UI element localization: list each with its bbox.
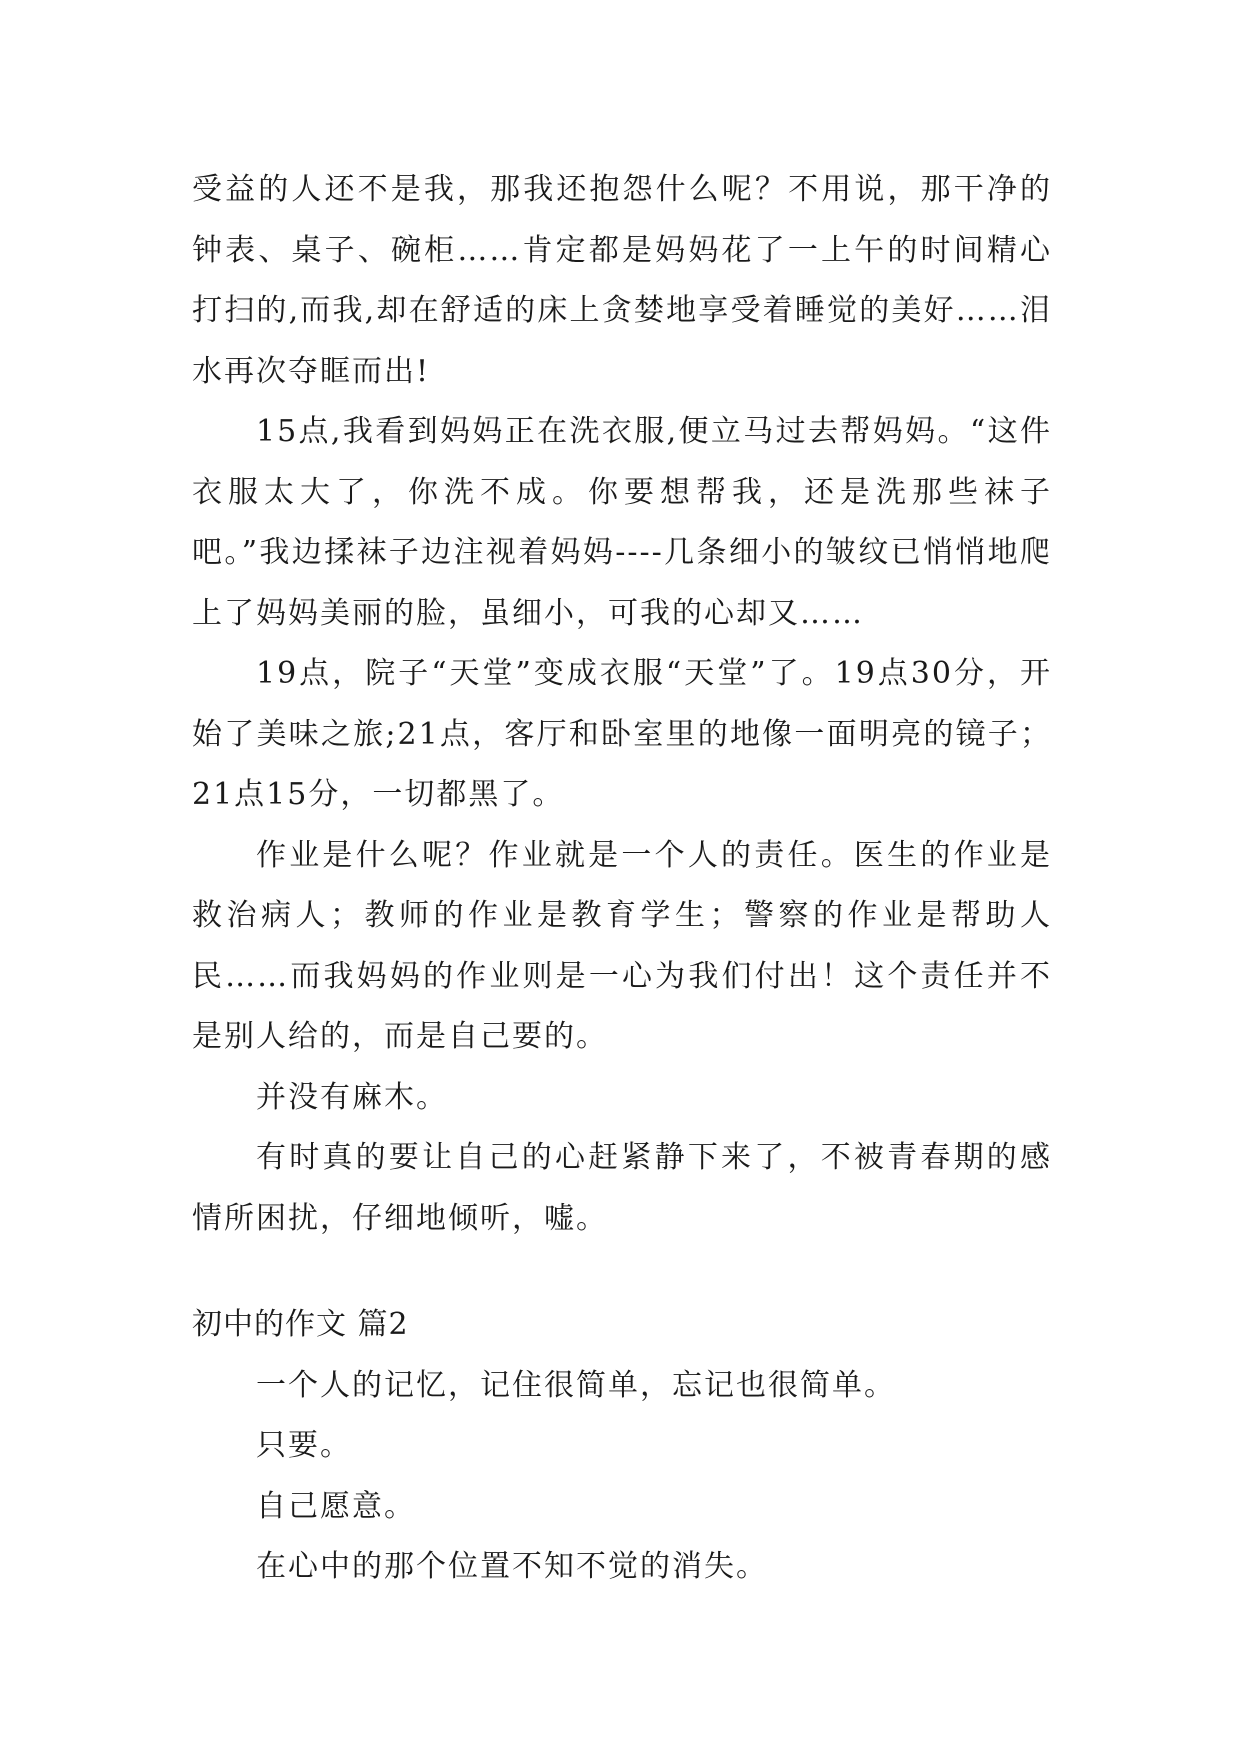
paragraph-1: 受益的人还不是我，那我还抱怨什么呢？不用说，那干净的钟表、桌子、碗柜……肯定都是妈妈花了一上午的时间精心打扫的,而我,却在舒适的床上贪婪地享受着睡觉的美好……泪水再次夺眶而出! xyxy=(192,172,1052,389)
paragraph-4: 作业是什么呢？作业就是一个人的责任。医生的作业是救治病人；教师的作业是教育学生；警察的作业是帮助人民……而我妈妈的作业则是一心为我们付出！这个责任并不是别人给的，而是自己要的。 xyxy=(192,837,1052,1054)
paragraph-3: 19点，院子“天堂”变成衣服“天堂”了。19点30分，开始了美味之旅;21点，客厅和卧室里的地像一面明亮的镜子；21点15分，一切都黑了。 xyxy=(192,656,1052,812)
paragraph-5: 并没有麻木。 xyxy=(256,1079,448,1115)
paragraph-2: 15点,我看到妈妈正在洗衣服,便立马过去帮妈妈。“这件衣服太大了，你洗不成。你要想帮我，还是洗那些袜子吧。”我边揉袜子边注视着妈妈----几条细小的皱纹已悄悄地爬上了妈妈美丽的脸，虽细小，可我的心却又…… xyxy=(192,414,1052,631)
paragraph-6: 有时真的要让自己的心赶紧静下来了，不被青春期的感情所困扰，仔细地倾听，嘘。 xyxy=(192,1140,1052,1236)
paragraph-10: 在心中的那个位置不知不觉的消失。 xyxy=(256,1549,768,1584)
document-body xyxy=(192,160,1052,1598)
paragraph-9: 自己愿意。 xyxy=(256,1488,416,1524)
paragraph-7: 一个人的记忆，记住很简单，忘记也很简单。 xyxy=(256,1367,896,1403)
paragraph-8: 只要。 xyxy=(256,1428,352,1463)
section-heading: 初中的作文 篇2 xyxy=(192,1307,409,1342)
